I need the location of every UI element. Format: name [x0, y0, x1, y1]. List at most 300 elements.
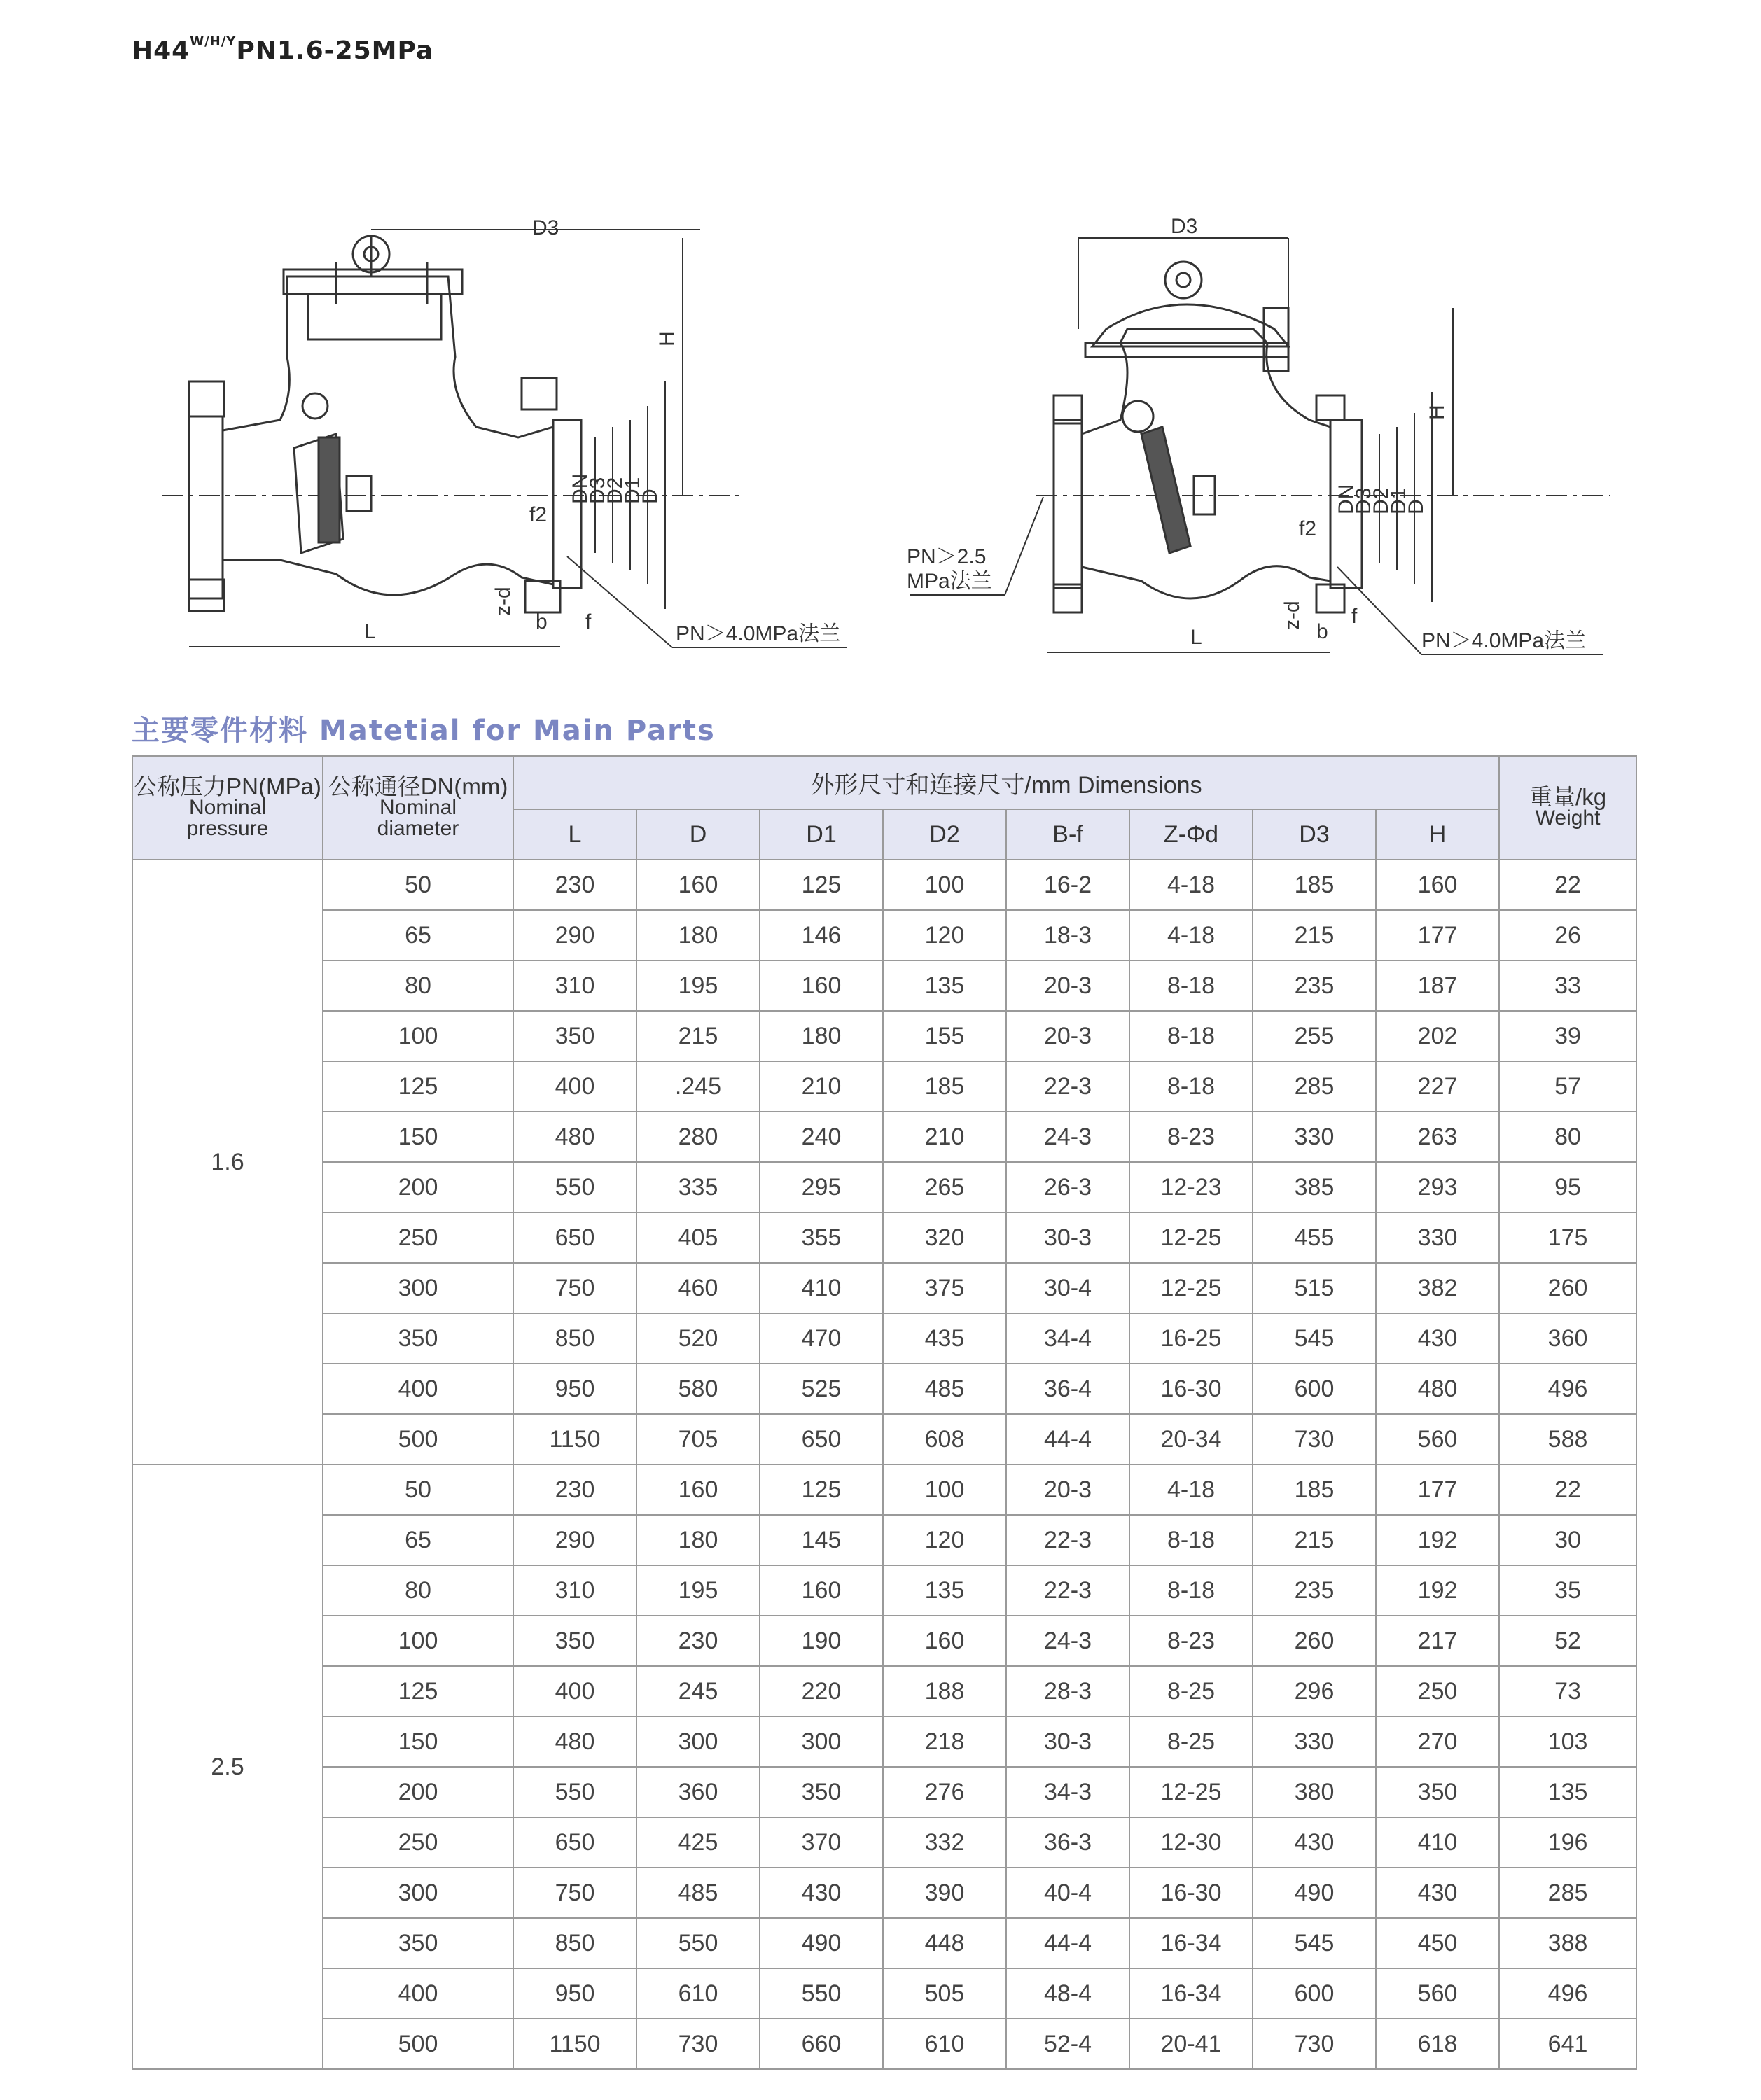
table-cell: 330 — [1253, 1716, 1376, 1767]
header-nominal-diameter: 公称通径DN(mm) Nominal diameter — [323, 756, 513, 860]
table-cell: 155 — [883, 1011, 1006, 1061]
table-cell: 160 — [760, 960, 883, 1011]
table-cell: 210 — [883, 1112, 1006, 1162]
table-cell: 470 — [760, 1313, 883, 1364]
table-row — [132, 1212, 1636, 1263]
left-flange-note: PN＞4.0MPa法兰 — [676, 622, 841, 645]
table-cell: 16-34 — [1129, 1918, 1253, 1968]
table-cell: 360 — [1499, 1313, 1636, 1364]
table-cell: 215 — [1253, 1515, 1376, 1565]
table-cell: 73 — [1499, 1666, 1636, 1716]
table-cell: 550 — [636, 1918, 760, 1968]
table-cell: 35 — [1499, 1565, 1636, 1616]
table-cell: 332 — [883, 1817, 1006, 1868]
table-cell: 16-2 — [1006, 860, 1129, 910]
table-cell: 52-4 — [1006, 2019, 1129, 2069]
table-cell: 350 — [513, 1011, 636, 1061]
section-title: 主要零件材料 Matetial for Main Parts — [132, 715, 716, 747]
label-d1: D1 — [621, 477, 644, 504]
table-cell: 16-25 — [1129, 1313, 1253, 1364]
table-cell: 375 — [883, 1263, 1006, 1313]
table-cell: 100 — [883, 860, 1006, 910]
table-cell: 4-18 — [1129, 1464, 1253, 1515]
label-d: D — [639, 489, 662, 504]
table-cell: 4-18 — [1129, 910, 1253, 960]
table-row — [132, 2019, 1636, 2069]
table-cell: 300 — [323, 1263, 513, 1313]
table-cell: 4-18 — [1129, 860, 1253, 910]
table-cell: 276 — [883, 1767, 1006, 1817]
table-cell: 185 — [1253, 1464, 1376, 1515]
table-cell: 230 — [636, 1616, 760, 1666]
table-cell: 515 — [1253, 1263, 1376, 1313]
table-cell: 30-3 — [1006, 1212, 1129, 1263]
label-h-right: H — [1426, 405, 1449, 420]
table-cell: 610 — [636, 1968, 760, 2019]
table-cell: 410 — [1376, 1817, 1499, 1868]
table-cell: 34-3 — [1006, 1767, 1129, 1817]
header-h: H — [1376, 809, 1499, 860]
table-cell: 560 — [1376, 1968, 1499, 2019]
table-cell: 370 — [760, 1817, 883, 1868]
table-row — [132, 1464, 1636, 1515]
table-cell: 125 — [760, 1464, 883, 1515]
table-cell: 255 — [1253, 1011, 1376, 1061]
table-cell: 125 — [323, 1061, 513, 1112]
table-row — [132, 1767, 1636, 1817]
table-row — [132, 1515, 1636, 1565]
table-cell: 80 — [1499, 1112, 1636, 1162]
table-cell: 235 — [1253, 960, 1376, 1011]
table-row — [132, 1868, 1636, 1918]
table-cell: 44-4 — [1006, 1918, 1129, 1968]
table-cell: 16-34 — [1129, 1968, 1253, 2019]
label-d-right: D — [1405, 499, 1428, 514]
table-cell: 190 — [760, 1616, 883, 1666]
table-cell: 12-25 — [1129, 1263, 1253, 1313]
table-row — [132, 910, 1636, 960]
label-dn: DN — [569, 473, 592, 504]
table-cell: 550 — [513, 1162, 636, 1212]
table-cell: 50 — [323, 860, 513, 910]
table-cell: 350 — [1376, 1767, 1499, 1817]
label-d3-right: D3 — [1352, 487, 1375, 514]
table-cell: 382 — [1376, 1263, 1499, 1313]
label-h: H — [655, 331, 678, 346]
table-cell: 80 — [323, 1565, 513, 1616]
table-cell: 16-30 — [1129, 1868, 1253, 1918]
table-cell: 400 — [323, 1364, 513, 1414]
table-cell: 500 — [323, 2019, 513, 2069]
table-cell: 100 — [323, 1011, 513, 1061]
table-cell: 195 — [636, 1565, 760, 1616]
table-cell: 8-18 — [1129, 1565, 1253, 1616]
table-cell: 310 — [513, 1565, 636, 1616]
table-cell: 135 — [883, 960, 1006, 1011]
header-d: D — [636, 809, 760, 860]
header-d1: D1 — [760, 809, 883, 860]
table-row — [132, 1011, 1636, 1061]
table-cell: 195 — [636, 960, 760, 1011]
label-zd: z-d — [492, 587, 515, 616]
table-cell: 26-3 — [1006, 1162, 1129, 1212]
table-cell: 660 — [760, 2019, 883, 2069]
table-cell: 350 — [513, 1616, 636, 1666]
table-cell: 850 — [513, 1313, 636, 1364]
table-cell: 430 — [760, 1868, 883, 1918]
model-suffix: PN1.6-25MPa — [236, 36, 434, 65]
table-cell: 20-41 — [1129, 2019, 1253, 2069]
table-cell: 227 — [1376, 1061, 1499, 1112]
table-cell: 202 — [1376, 1011, 1499, 1061]
table-cell: 48-4 — [1006, 1968, 1129, 2019]
table-row — [132, 1061, 1636, 1112]
table-cell: 300 — [323, 1868, 513, 1918]
table-cell: 260 — [1253, 1616, 1376, 1666]
dimensions-table — [132, 755, 1637, 2070]
table-cell: 40-4 — [1006, 1868, 1129, 1918]
table-cell: 425 — [636, 1817, 760, 1868]
table-cell: 20-3 — [1006, 1011, 1129, 1061]
table-cell: 65 — [323, 910, 513, 960]
table-cell: 160 — [1376, 860, 1499, 910]
table-cell: 44-4 — [1006, 1414, 1129, 1464]
table-cell: 360 — [636, 1767, 760, 1817]
table-body — [132, 860, 1636, 2069]
table-cell: 180 — [636, 910, 760, 960]
table-cell: 8-18 — [1129, 960, 1253, 1011]
table-cell: 490 — [1253, 1868, 1376, 1918]
header-zphid: Z-Φd — [1129, 809, 1253, 860]
table-cell: 20-3 — [1006, 1464, 1129, 1515]
table-row — [132, 1263, 1636, 1313]
table-cell: 160 — [760, 1565, 883, 1616]
table-cell: 20-3 — [1006, 960, 1129, 1011]
table-cell: 550 — [513, 1767, 636, 1817]
right-flange-note: PN＞4.0MPa法兰 — [1421, 629, 1587, 652]
right-note-line2: MPa法兰 — [907, 570, 992, 593]
label-d3-top: D3 — [532, 216, 559, 239]
left-drawing-labels — [364, 216, 840, 645]
table-cell: 350 — [323, 1313, 513, 1364]
table-cell: 600 — [1253, 1968, 1376, 2019]
table-cell: 270 — [1376, 1716, 1499, 1767]
table-cell: 220 — [760, 1666, 883, 1716]
table-cell: 580 — [636, 1364, 760, 1414]
table-row — [132, 1918, 1636, 1968]
label-f2-right: f2 — [1299, 517, 1317, 540]
label-f2: f2 — [529, 503, 548, 526]
table-cell: 730 — [636, 2019, 760, 2069]
table-cell: 435 — [883, 1313, 1006, 1364]
table-cell: 95 — [1499, 1162, 1636, 1212]
right-valve-drawing — [910, 238, 1610, 654]
table-cell: 588 — [1499, 1414, 1636, 1464]
table-cell: 185 — [883, 1061, 1006, 1112]
label-d3-top-right: D3 — [1171, 215, 1198, 238]
table-row — [132, 960, 1636, 1011]
label-l-right: L — [1190, 626, 1202, 649]
table-cell: 24-3 — [1006, 1112, 1129, 1162]
table-cell: 210 — [760, 1061, 883, 1112]
table-cell: 250 — [1376, 1666, 1499, 1716]
table-cell: 485 — [636, 1868, 760, 1918]
table-cell: 285 — [1253, 1061, 1376, 1112]
table-cell: 125 — [323, 1666, 513, 1716]
header-dimensions: 外形尺寸和连接尺寸/mm Dimensions — [513, 756, 1499, 809]
table-cell: 320 — [883, 1212, 1006, 1263]
table-row — [132, 1716, 1636, 1767]
table-cell: 192 — [1376, 1565, 1499, 1616]
table-cell: 120 — [883, 910, 1006, 960]
table-cell: 490 — [760, 1918, 883, 1968]
table-cell: 125 — [760, 860, 883, 910]
table-cell: 330 — [1376, 1212, 1499, 1263]
left-valve-drawing — [162, 230, 847, 648]
table-cell: 150 — [323, 1112, 513, 1162]
table-cell: 505 — [883, 1968, 1006, 2019]
table-cell: 52 — [1499, 1616, 1636, 1666]
label-dn-right: DN — [1335, 484, 1358, 514]
table-cell: 150 — [323, 1716, 513, 1767]
table-cell: 22-3 — [1006, 1061, 1129, 1112]
table-cell: 545 — [1253, 1918, 1376, 1968]
table-cell: 218 — [883, 1716, 1006, 1767]
table-cell: 618 — [1376, 2019, 1499, 2069]
table-cell: 293 — [1376, 1162, 1499, 1212]
table-cell: 215 — [636, 1011, 760, 1061]
table-cell: 28-3 — [1006, 1666, 1129, 1716]
table-cell: 1150 — [513, 2019, 636, 2069]
table-cell: 296 — [1253, 1666, 1376, 1716]
table-cell: 285 — [1499, 1868, 1636, 1918]
table-row — [132, 1968, 1636, 2019]
table-cell: 160 — [883, 1616, 1006, 1666]
table-cell: 650 — [760, 1414, 883, 1464]
table-cell: 485 — [883, 1364, 1006, 1414]
table-cell: 146 — [760, 910, 883, 960]
table-cell: .245 — [636, 1061, 760, 1112]
table-cell: 705 — [636, 1414, 760, 1464]
table-cell: 120 — [883, 1515, 1006, 1565]
label-d3: D3 — [586, 477, 609, 504]
table-cell: 335 — [636, 1162, 760, 1212]
table-cell: 39 — [1499, 1011, 1636, 1061]
table-cell: 12-23 — [1129, 1162, 1253, 1212]
table-row — [132, 1112, 1636, 1162]
table-cell: 280 — [636, 1112, 760, 1162]
table-cell: 350 — [760, 1767, 883, 1817]
table-cell: 950 — [513, 1968, 636, 2019]
table-cell: 500 — [323, 1414, 513, 1464]
table-cell: 135 — [883, 1565, 1006, 1616]
table-cell: 608 — [883, 1414, 1006, 1464]
table-cell: 330 — [1253, 1112, 1376, 1162]
nominal-pressure-cell: 2.5 — [132, 1464, 323, 2069]
table-cell: 200 — [323, 1162, 513, 1212]
table-cell: 36-4 — [1006, 1364, 1129, 1414]
table-cell: 300 — [760, 1716, 883, 1767]
nominal-pressure-cell: 1.6 — [132, 860, 323, 1464]
table-cell: 610 — [883, 2019, 1006, 2069]
header-nominal-pressure: 公称压力PN(MPa) Nominal pressure — [132, 756, 323, 860]
label-d2-right: D2 — [1370, 487, 1393, 514]
table-cell: 230 — [513, 860, 636, 910]
table-cell: 641 — [1499, 2019, 1636, 2069]
table-row — [132, 1162, 1636, 1212]
table-cell: 80 — [323, 960, 513, 1011]
table-cell: 430 — [1376, 1868, 1499, 1918]
table-cell: 520 — [636, 1313, 760, 1364]
table-cell: 180 — [636, 1515, 760, 1565]
table-cell: 290 — [513, 910, 636, 960]
table-cell: 22 — [1499, 860, 1636, 910]
table-cell: 100 — [883, 1464, 1006, 1515]
table-cell: 850 — [513, 1918, 636, 1968]
table-row — [132, 1616, 1636, 1666]
table-cell: 250 — [323, 1817, 513, 1868]
table-cell: 295 — [760, 1162, 883, 1212]
table-cell: 455 — [1253, 1212, 1376, 1263]
table-cell: 480 — [1376, 1364, 1499, 1414]
table-cell: 400 — [513, 1061, 636, 1112]
table-cell: 12-25 — [1129, 1767, 1253, 1817]
table-cell: 12-30 — [1129, 1817, 1253, 1868]
table-cell: 250 — [323, 1212, 513, 1263]
table-cell: 730 — [1253, 1414, 1376, 1464]
model-stack: W/H/Y — [190, 34, 237, 49]
table-cell: 400 — [513, 1666, 636, 1716]
table-cell: 600 — [1253, 1364, 1376, 1414]
table-cell: 192 — [1376, 1515, 1499, 1565]
label-zd-right: z-d — [1281, 601, 1304, 630]
table-cell: 380 — [1253, 1767, 1376, 1817]
table-cell: 730 — [1253, 2019, 1376, 2069]
table-cell: 160 — [636, 1464, 760, 1515]
table-cell: 650 — [513, 1817, 636, 1868]
table-cell: 405 — [636, 1212, 760, 1263]
table-cell: 135 — [1499, 1767, 1636, 1817]
table-cell: 410 — [760, 1263, 883, 1313]
table-row — [132, 1313, 1636, 1364]
label-f: f — [585, 610, 592, 634]
table-cell: 22-3 — [1006, 1515, 1129, 1565]
table-cell: 290 — [513, 1515, 636, 1565]
header-l: L — [513, 809, 636, 860]
table-cell: 196 — [1499, 1817, 1636, 1868]
table-cell: 177 — [1376, 1464, 1499, 1515]
table-cell: 350 — [323, 1918, 513, 1968]
table-cell: 750 — [513, 1868, 636, 1918]
table-cell: 8-23 — [1129, 1616, 1253, 1666]
table-cell: 390 — [883, 1868, 1006, 1918]
table-row — [132, 1565, 1636, 1616]
table-cell: 265 — [883, 1162, 1006, 1212]
table-cell: 950 — [513, 1364, 636, 1414]
table-cell: 545 — [1253, 1313, 1376, 1364]
table-cell: 185 — [1253, 860, 1376, 910]
table-cell: 263 — [1376, 1112, 1499, 1162]
right-note-line1: PN＞2.5 — [907, 545, 987, 568]
table-cell: 217 — [1376, 1616, 1499, 1666]
table-cell: 8-18 — [1129, 1061, 1253, 1112]
model-prefix: H44 — [132, 36, 190, 65]
table-cell: 240 — [760, 1112, 883, 1162]
table-cell: 480 — [513, 1112, 636, 1162]
table-cell: 20-34 — [1129, 1414, 1253, 1464]
table-cell: 100 — [323, 1616, 513, 1666]
table-cell: 388 — [1499, 1918, 1636, 1968]
table-cell: 50 — [323, 1464, 513, 1515]
table-cell: 235 — [1253, 1565, 1376, 1616]
table-cell: 33 — [1499, 960, 1636, 1011]
table-cell: 400 — [323, 1968, 513, 2019]
table-cell: 525 — [760, 1364, 883, 1414]
table-cell: 187 — [1376, 960, 1499, 1011]
table-cell: 8-18 — [1129, 1011, 1253, 1061]
table-cell: 750 — [513, 1263, 636, 1313]
table-cell: 145 — [760, 1515, 883, 1565]
label-d1-right: D1 — [1387, 487, 1410, 514]
table-row — [132, 1414, 1636, 1464]
table-row — [132, 1817, 1636, 1868]
header-d2: D2 — [883, 809, 1006, 860]
table-cell: 215 — [1253, 910, 1376, 960]
table-cell: 260 — [1499, 1263, 1636, 1313]
table-cell: 448 — [883, 1918, 1006, 1968]
table-cell: 550 — [760, 1968, 883, 2019]
table-cell: 245 — [636, 1666, 760, 1716]
label-f-right: f — [1351, 605, 1358, 628]
table-cell: 230 — [513, 1464, 636, 1515]
table-cell: 65 — [323, 1515, 513, 1565]
table-cell: 480 — [513, 1716, 636, 1767]
table-cell: 34-4 — [1006, 1313, 1129, 1364]
table-row — [132, 860, 1636, 910]
label-d2: D2 — [604, 477, 627, 504]
table-cell: 355 — [760, 1212, 883, 1263]
header-d3: D3 — [1253, 809, 1376, 860]
table-row — [132, 1666, 1636, 1716]
table-cell: 8-18 — [1129, 1515, 1253, 1565]
table-cell: 30-3 — [1006, 1716, 1129, 1767]
table-cell: 300 — [636, 1716, 760, 1767]
header-bf: B-f — [1006, 809, 1129, 860]
table-cell: 22-3 — [1006, 1565, 1129, 1616]
table-cell: 450 — [1376, 1918, 1499, 1968]
table-cell: 30 — [1499, 1515, 1636, 1565]
table-cell: 310 — [513, 960, 636, 1011]
table-cell: 175 — [1499, 1212, 1636, 1263]
table-cell: 36-3 — [1006, 1817, 1129, 1868]
table-cell: 8-23 — [1129, 1112, 1253, 1162]
table-cell: 30-4 — [1006, 1263, 1129, 1313]
label-b-right: b — [1316, 620, 1328, 643]
table-cell: 180 — [760, 1011, 883, 1061]
table-cell: 16-30 — [1129, 1364, 1253, 1414]
table-row — [132, 1364, 1636, 1414]
header-weight: 重量/kg Weight — [1499, 756, 1636, 860]
table-cell: 103 — [1499, 1716, 1636, 1767]
table-cell: 200 — [323, 1767, 513, 1817]
table-cell: 560 — [1376, 1414, 1499, 1464]
table-cell: 177 — [1376, 910, 1499, 960]
table-cell: 385 — [1253, 1162, 1376, 1212]
table-cell: 8-25 — [1129, 1666, 1253, 1716]
table-cell: 24-3 — [1006, 1616, 1129, 1666]
table-cell: 650 — [513, 1212, 636, 1263]
table-cell: 1150 — [513, 1414, 636, 1464]
